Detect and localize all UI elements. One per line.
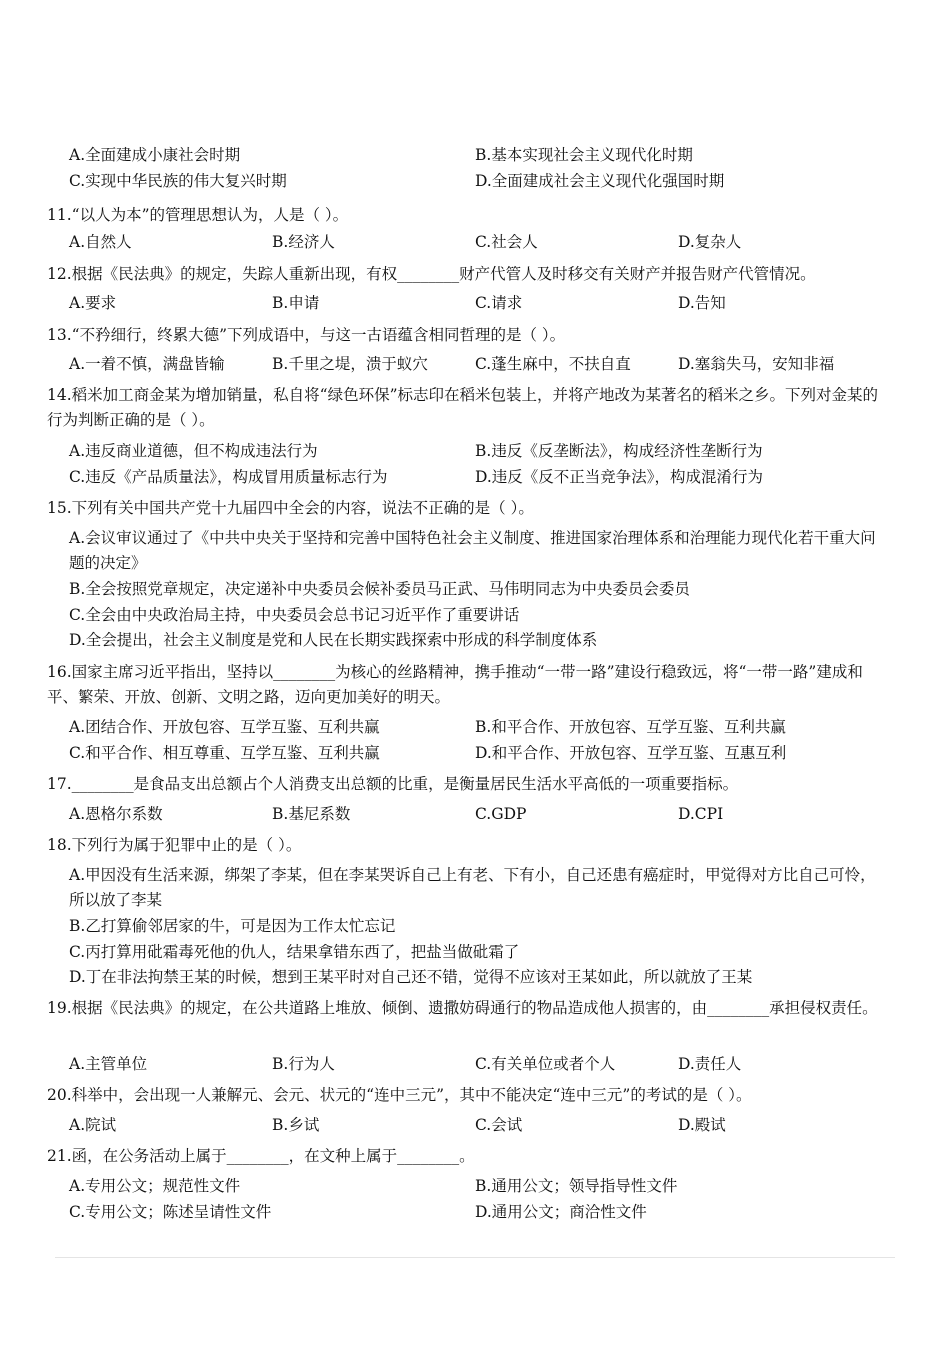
q19-option-b: B.行为人 xyxy=(272,1055,335,1073)
q16-option-d: D.和平合作、开放包容、互学互鉴、互惠互利 xyxy=(475,744,787,762)
q18-stem: 18.下列行为属于犯罪中止的是（ ）。 xyxy=(47,836,302,854)
q12-options xyxy=(0,291,950,316)
q21-option-d: D.通用公文；商洽性文件 xyxy=(475,1203,647,1221)
q20-option-a: A.院试 xyxy=(69,1116,117,1134)
q21-option-a: A.专用公文；规范性文件 xyxy=(69,1177,241,1195)
q11-option-a: A.自然人 xyxy=(69,233,132,251)
q18-option-a: A.甲因没有生活来源，绑架了李某，但在李某哭诉自己上有老、下有小，自己还患有癌症时，甲觉得对方比自己可怜，所以放了李某 xyxy=(69,866,876,909)
q12-option-c: C.请求 xyxy=(475,294,523,312)
q19-stem: 19.根据《民法典》的规定，在公共道路上堆放、倾倒、遗撒妨碍通行的物品造成他人损害的，由________承担侵权责任。 xyxy=(47,999,878,1017)
q17-option-d: D.CPI xyxy=(678,805,724,823)
q11-stem: 11.“以人为本”的管理思想认为，人是（ ）。 xyxy=(47,206,349,224)
q14-stem: 14.稻米加工商金某为增加销量，私自将“绿色环保”标志印在稻米包装上，并将产地改为某著名的稻米之乡。下列对金某的行为判断正确的是（ ）。 xyxy=(47,386,879,429)
q11-options xyxy=(0,230,950,255)
q10-option-b: B.基本实现社会主义现代化时期 xyxy=(475,146,693,164)
q12-option-b: B.申请 xyxy=(272,294,320,312)
q13-option-a: A.一着不慎，满盘皆输 xyxy=(69,355,225,373)
q13-option-d: D.塞翁失马，安知非福 xyxy=(678,355,835,373)
q10-option-d: D.全面建成社会主义现代化强国时期 xyxy=(475,172,725,190)
q14-option-a: A.违反商业道德，但不构成违法行为 xyxy=(69,442,318,460)
q18-option-b: B.乙打算偷邻居家的牛，可是因为工作太忙忘记 xyxy=(69,917,396,935)
q17-option-a: A.恩格尔系数 xyxy=(69,805,163,823)
q20-stem: 20.科举中，会出现一人兼解元、会元、状元的“连中三元”，其中不能决定“连中三元”的考试的是（ ）。 xyxy=(47,1086,752,1104)
q16-option-c: C.和平合作、相互尊重、互学互鉴、互利共赢 xyxy=(69,744,380,762)
q12-stem: 12.根据《民法典》的规定，失踪人重新出现，有权________财产代管人及时移交有关财产并报告财产代管情况。 xyxy=(47,265,816,283)
q14-options-row-1 xyxy=(0,439,950,464)
q16-stem: 16.国家主席习近平指出，坚持以________为核心的丝路精神，携手推动“一带一路”建设行稳致远，将“一带一路”建成和平、繁荣、开放、创新、文明之路，迈向更加美好的明天。 xyxy=(47,663,863,706)
q16-options-row-1 xyxy=(0,715,950,740)
q10-option-c: C.实现中华民族的伟大复兴时期 xyxy=(69,172,287,190)
q20-option-c: C.会试 xyxy=(475,1116,523,1134)
q12-option-d: D.告知 xyxy=(678,294,726,312)
q15-option-a: A.会议审议通过了《中共中央关于坚持和完善中国特色社会主义制度、推进国家治理体系和治理能力现代化若干重大问题的决定》 xyxy=(69,529,876,572)
q19-option-d: D.责任人 xyxy=(678,1055,742,1073)
q15-option-c: C.全会由中央政治局主持，中央委员会总书记习近平作了重要讲话 xyxy=(69,606,520,624)
q19-option-a: A.主管单位 xyxy=(69,1055,148,1073)
q13-options xyxy=(0,352,950,377)
q21-options-row-1 xyxy=(0,1174,950,1199)
q21-options-row-2 xyxy=(0,1200,950,1225)
q16-option-b: B.和平合作、开放包容、互学互鉴、互利共赢 xyxy=(475,718,786,736)
q14-option-c: C.违反《产品质量法》，构成冒用质量标志行为 xyxy=(69,468,388,486)
q20-options xyxy=(0,1113,950,1138)
q15-option-d: D.全会提出，社会主义制度是党和人民在长期实践探索中形成的科学制度体系 xyxy=(69,631,598,649)
q21-option-b: B.通用公文；领导指导性文件 xyxy=(475,1177,678,1195)
q13-option-b: B.千里之堤，溃于蚁穴 xyxy=(272,355,428,373)
q10-options-row-2 xyxy=(0,169,950,194)
q15-option-b: B.全会按照党章规定，决定递补中央委员会候补委员马正武、马伟明同志为中央委员会委员 xyxy=(69,580,690,598)
q14-options-row-2 xyxy=(0,465,950,490)
q16-options-row-2 xyxy=(0,741,950,766)
q13-stem: 13.“不矜细行，终累大德”下列成语中，与这一古语蕴含相同哲理的是（ ）。 xyxy=(47,326,566,344)
q10-options-row-1 xyxy=(0,143,950,168)
q10-option-a: A.全面建成小康社会时期 xyxy=(69,146,241,164)
q18-option-c: C.丙打算用砒霜毒死他的仇人，结果拿错东西了，把盐当做砒霜了 xyxy=(69,943,520,961)
q14-option-b: B.违反《反垄断法》，构成经济性垄断行为 xyxy=(475,442,763,460)
q17-option-b: B.基尼系数 xyxy=(272,805,351,823)
q17-option-c: C.GDP xyxy=(475,805,527,823)
q16-option-a: A.团结合作、开放包容、互学互鉴、互利共赢 xyxy=(69,718,380,736)
q11-option-b: B.经济人 xyxy=(272,233,335,251)
q20-option-d: D.殿试 xyxy=(678,1116,726,1134)
q17-stem: 17.________是食品支出总额占个人消费支出总额的比重，是衡量居民生活水平高低的一项重要指标。 xyxy=(47,775,739,793)
footer-divider xyxy=(55,1257,895,1258)
q17-options xyxy=(0,802,950,827)
q12-option-a: A.要求 xyxy=(69,294,117,312)
q19-option-c: C.有关单位或者个人 xyxy=(475,1055,616,1073)
q21-stem: 21.函，在公务活动上属于________，在文种上属于________。 xyxy=(47,1147,475,1165)
q13-option-c: C.蓬生麻中，不扶自直 xyxy=(475,355,631,373)
q15-stem: 15.下列有关中国共产党十九届四中全会的内容，说法不正确的是（ ）。 xyxy=(47,499,534,517)
q11-option-d: D.复杂人 xyxy=(678,233,742,251)
q11-option-c: C.社会人 xyxy=(475,233,538,251)
q14-option-d: D.违反《反不正当竞争法》，构成混淆行为 xyxy=(475,468,764,486)
q18-option-d: D.丁在非法拘禁王某的时候，想到王某平时对自己还不错，觉得不应该对王某如此，所以就放了王某 xyxy=(69,968,753,986)
q21-option-c: C.专用公文；陈述呈请性文件 xyxy=(69,1203,272,1221)
q20-option-b: B.乡试 xyxy=(272,1116,320,1134)
q19-options xyxy=(0,1052,950,1077)
